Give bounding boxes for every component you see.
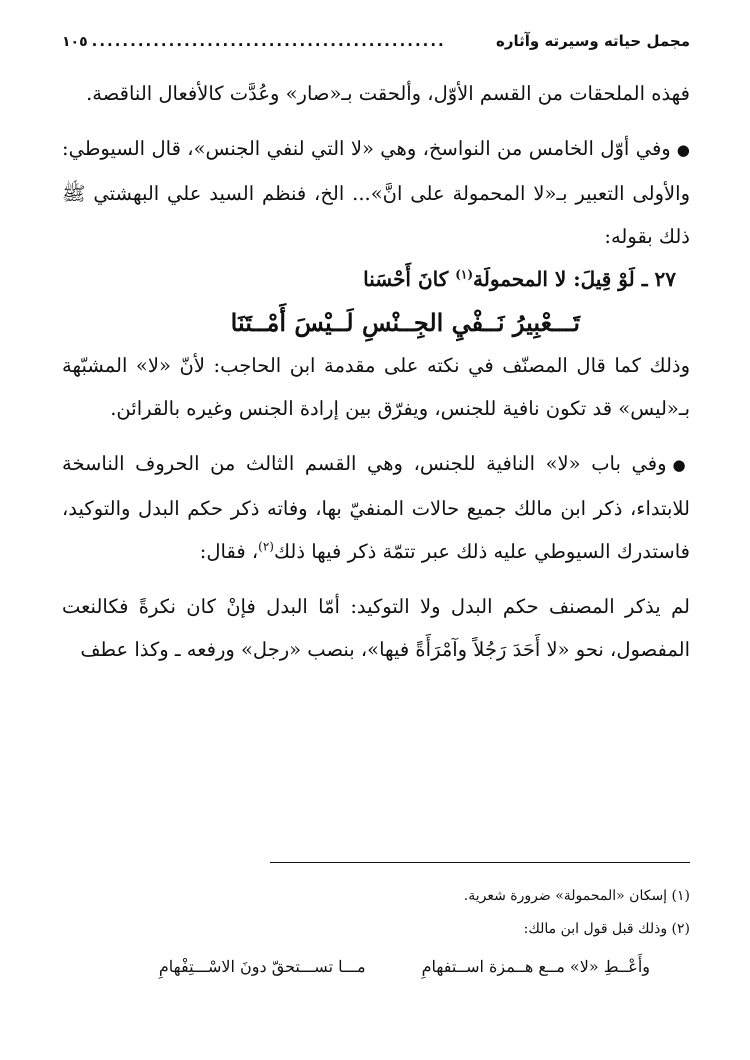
paragraph-4-text-b: ، فقال: — [199, 540, 259, 563]
verse-1-part-b: كانَ أَحْسَنا — [363, 267, 456, 291]
paragraph-1: فهذه الملحقات من القسم الأوّل، وألحقت بـ«صار» وعُدَّت كالأفعال الناقصة. — [86, 82, 690, 105]
verse-line-1 — [62, 258, 690, 301]
footnote-poem — [62, 950, 690, 983]
footnote-2: (٢) وذلك قبل قول ابن مالك: — [523, 921, 690, 937]
header-leader-dots: .............................................. — [91, 32, 446, 50]
main-text — [62, 72, 690, 671]
verse-line-2: تَـــعْبِيرُ نَــفْيِ الجِــنْسِ لَــيْسَ أَمْــتَنَا — [230, 308, 580, 337]
poem-hemistich-1: وأَعْــطِ «لا» مــع هــمزة اســتفهامِ — [421, 957, 650, 976]
footnotes — [62, 880, 690, 983]
page-number: ١٠٥ — [62, 34, 88, 50]
header-title: مجمل حياته وسيرته وآثاره — [496, 32, 690, 50]
footnote-ref-2: (٢) — [258, 539, 274, 554]
paragraph-2 — [62, 127, 690, 258]
paragraph-4 — [62, 442, 690, 573]
paragraph-5: لم يذكر المصنف حكم البدل ولا التوكيد: أمّا البدل فإنْ كان نكرةً فكالنعت المفصول، نحو «لا أَحَدَ رَجُلاً وآمْرَأَةً فيها»، بنصب «رجل» ورفعه ـ وكذا عطف — [62, 595, 690, 661]
paragraph-2-text: وفي أوّل الخامس من النواسخ، وهي «لا التي لنفي الجنس»، قال السيوطي: والأولى التعبير بـ«لا المحمولة على انَّ»... الخ، فنظم السيد علي البهشتي ﷺ ذلك بقوله: — [62, 137, 690, 248]
verse-1-part-a: ٢٧ ـ لَوْ قِيلَ: لا المحمولَة — [473, 267, 676, 291]
paragraph-4-text-a: وفي باب «لا» النافية للجنس، وهي القسم الثالث من الحروف الناسخة للابتداء، ذكر ابن مالك جميع حالات المنفيّ بها، وفاته ذكر حكم البدل والتوكيد، فاستدرك السيوطي عليه ذلك عبر تتمّة ذكر فيها ذلك — [62, 452, 690, 563]
poem-hemistich-2: مـــا تســـتحقّ دونَ الاسْـــتِفْهامِ — [158, 957, 366, 976]
paragraph-3: وذلك كما قال المصنّف في نكته على مقدمة ابن الحاجب: لأنّ «لا» المشبّهة بـ«ليس» قد تكون نافية للجنس، ويفرّق بين إرادة الجنس وغيره بالقرائن. — [62, 354, 690, 420]
footnote-divider — [270, 862, 690, 863]
running-header — [62, 32, 690, 50]
footnote-ref-1: (١) — [455, 267, 474, 282]
footnote-1: (١) إسكان «المحمولة» ضرورة شعرية. — [463, 888, 690, 904]
